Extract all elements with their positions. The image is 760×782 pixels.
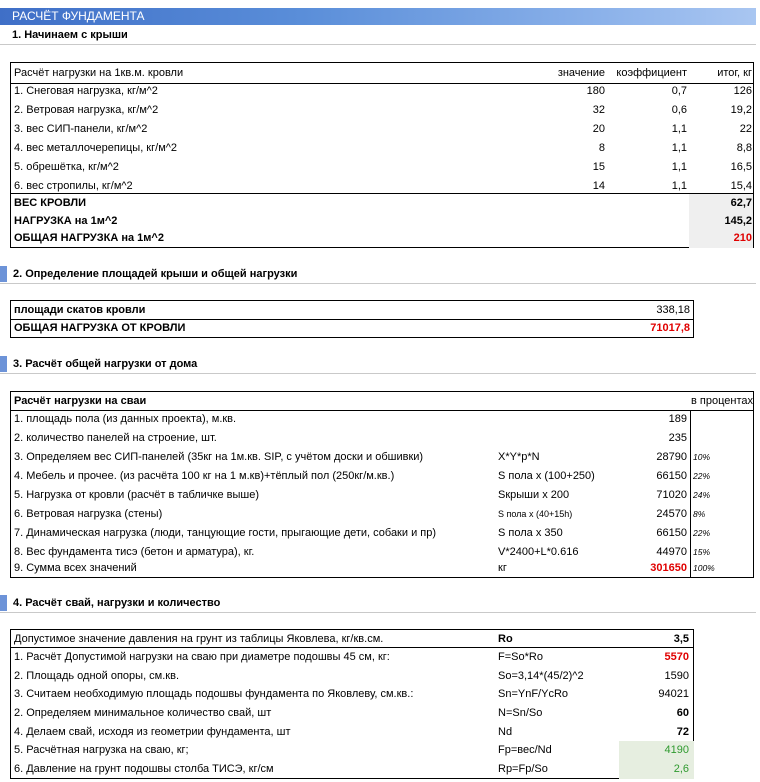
piles-table xyxy=(10,629,694,779)
table-row-total xyxy=(11,559,753,578)
row-label: 2. Ветровая нагрузка, кг/м^2 xyxy=(14,104,159,116)
row-value-highlight: 301650 xyxy=(650,562,687,574)
row-value-highlight: 5570 xyxy=(664,651,689,663)
row-label: 3. Считаем необходимую площадь подошвы фундамента по Яковлеву, см.кв.: xyxy=(14,688,414,700)
table-header-row xyxy=(11,392,753,411)
row-coef: 0,6 xyxy=(671,104,687,116)
row-value-result: 4190 xyxy=(664,744,689,756)
row-label: 1. Расчёт Допустимой нагрузки на сваю при диаметре подошвы 45 см, кг: xyxy=(14,651,390,663)
row-value: 72 xyxy=(676,726,689,738)
roof-load-table xyxy=(10,62,754,248)
row-percent: 8% xyxy=(693,509,706,519)
row-coef: 1,1 xyxy=(671,180,687,192)
section-heading-roof xyxy=(0,27,756,45)
row-label: 6. вес стропилы, кг/м^2 xyxy=(14,180,133,192)
row-label: Допустимое значение давления на грунт из таблицы Яковлева, кг/кв.см. xyxy=(14,633,384,645)
row-label: 1. площадь пола (из данных проекта), м.кв. xyxy=(14,413,237,425)
section-title: 4. Расчёт свай, нагрузки и количество xyxy=(13,597,221,609)
section-heading-house xyxy=(0,356,756,374)
row-label: 5. Расчётная нагрузка на сваю, кг; xyxy=(14,744,189,756)
section-title: 3. Расчёт общей нагрузки от дома xyxy=(13,358,198,370)
row-total: 16,5 xyxy=(730,161,752,173)
column-header-percent: в процентах xyxy=(671,392,753,411)
row-formula: V*2400+L*0.616 xyxy=(498,546,579,558)
table-row xyxy=(11,505,753,524)
row-label: 3. Определяем вес СИП-панелей (35кг на 1м.кв. SIP, с учётом доски и обшивки) xyxy=(14,451,424,463)
row-value: 94021 xyxy=(658,688,689,700)
row-value: 66150 xyxy=(656,470,687,482)
row-label: 4. Мебель и прочее. (из расчёта 100 кг на 1 м.кв)+тёплый пол (250кг/м.кв.) xyxy=(14,470,395,482)
summary-row xyxy=(11,194,753,213)
row-value: 71020 xyxy=(656,489,687,501)
row-percent: 24% xyxy=(693,490,711,500)
row-formula: S пола х 350 xyxy=(498,527,563,539)
row-value: 235 xyxy=(668,432,687,444)
row-formula: F=So*Ro xyxy=(498,651,543,663)
row-value: 24570 xyxy=(656,508,687,520)
page-title: РАСЧЁТ ФУНДАМЕНТА xyxy=(0,8,756,25)
row-label: 4. Делаем свай, исходя из геометрии фундамента, шт xyxy=(14,726,291,738)
row-total: 22 xyxy=(739,123,752,135)
column-header-value: значение xyxy=(557,67,605,79)
row-value: 8 xyxy=(598,142,605,154)
row-percent: 10% xyxy=(693,452,711,462)
house-load-table xyxy=(10,391,754,578)
table-row xyxy=(11,741,693,760)
column-header-total: итог, кг xyxy=(717,67,752,79)
section-heading-area xyxy=(0,266,756,284)
row-percent: 22% xyxy=(693,471,711,481)
row-label: 5. Нагрузка от кровли (расчёт в табличке выше) xyxy=(14,489,260,501)
row-formula: N=Sn/So xyxy=(498,707,543,719)
row-label: 1. Снеговая нагрузка, кг/м^2 xyxy=(14,85,158,97)
row-formula: S пола х (100+250) xyxy=(498,470,595,482)
table-row xyxy=(11,429,753,448)
row-formula: Fp=вес/Nd xyxy=(498,744,552,756)
table-row xyxy=(11,158,753,177)
row-coef: 1,1 xyxy=(671,123,687,135)
row-label: 4. вес металлочерепицы, кг/м^2 xyxy=(14,142,178,154)
table-row xyxy=(11,448,753,467)
summary-label: НАГРУЗКА на 1м^2 xyxy=(14,215,118,227)
row-total: 19,2 xyxy=(730,104,752,116)
row-formula: Sn=YnF/YcRo xyxy=(498,688,569,700)
row-value: 60 xyxy=(676,707,689,719)
row-formula: Rp=Fp/So xyxy=(498,763,548,775)
summary-total: 62,7 xyxy=(730,197,752,209)
table-header-row xyxy=(11,64,753,83)
row-formula: So=3,14*(45/2)^2 xyxy=(498,670,584,682)
summary-row xyxy=(11,229,753,248)
row-percent: 100% xyxy=(693,563,715,573)
row-value: 14 xyxy=(592,180,605,192)
table-row xyxy=(11,648,693,667)
row-label: 6. Ветровая нагрузка (стены) xyxy=(14,508,163,520)
row-label: 9. Сумма всех значений xyxy=(14,562,137,574)
row-value: 44970 xyxy=(656,546,687,558)
row-formula: кг xyxy=(498,562,507,574)
row-coef: 1,1 xyxy=(671,161,687,173)
summary-total-highlight: 210 xyxy=(733,232,752,244)
row-value: 1590 xyxy=(664,670,689,682)
row-value: 28790 xyxy=(656,451,687,463)
row-percent xyxy=(693,429,753,448)
column-header-label: Расчёт нагрузки на сваи xyxy=(14,395,147,407)
row-coef: 1,1 xyxy=(671,142,687,154)
row-formula xyxy=(498,410,618,429)
column-header-label: Расчёт нагрузки на 1кв.м. кровли xyxy=(14,67,184,79)
row-value: 180 xyxy=(586,85,605,97)
table-row xyxy=(11,760,693,779)
row-total: 126 xyxy=(733,85,752,97)
table-row xyxy=(11,723,693,742)
row-formula: X*Y*p*N xyxy=(498,451,540,463)
row-value: 66150 xyxy=(656,527,687,539)
table-row xyxy=(11,486,753,505)
table-row xyxy=(11,685,693,704)
row-label: 8. Вес фундамента тисэ (бетон и арматура), кг. xyxy=(14,546,255,558)
row-formula: Nd xyxy=(498,726,513,738)
table-row xyxy=(11,319,693,338)
column-header-coef: коэффициент xyxy=(616,67,687,79)
table-row xyxy=(11,524,753,543)
summary-label: ВЕС КРОВЛИ xyxy=(14,197,87,209)
row-label: 5. обрешётка, кг/м^2 xyxy=(14,161,119,173)
section-title: 2. Определение площадей крыши и общей нагрузки xyxy=(13,268,298,280)
row-value: 20 xyxy=(592,123,605,135)
row-value-highlight: 71017,8 xyxy=(650,322,690,334)
row-label: ОБЩАЯ НАГРУЗКА ОТ КРОВЛИ xyxy=(14,322,186,334)
table-row xyxy=(11,410,753,429)
table-row xyxy=(11,467,753,486)
row-value: 15 xyxy=(592,161,605,173)
row-value-result: 2,6 xyxy=(673,763,689,775)
table-row xyxy=(11,139,753,158)
row-formula: Sкрыши х 200 xyxy=(498,489,570,501)
row-label: 2. Определяем минимальное количество свай, шт xyxy=(14,707,272,719)
summary-total: 145,2 xyxy=(724,215,752,227)
roof-area-table xyxy=(10,300,694,338)
row-percent: 15% xyxy=(693,547,711,557)
summary-label: ОБЩАЯ НАГРУЗКА на 1м^2 xyxy=(14,232,164,244)
table-row xyxy=(11,301,693,320)
row-formula xyxy=(498,429,618,448)
table-row xyxy=(11,120,753,139)
row-formula: S пола х (40+15h) xyxy=(498,509,573,519)
row-value: 32 xyxy=(592,104,605,116)
section-heading-piles xyxy=(0,595,756,613)
table-row xyxy=(11,82,753,101)
row-percent: 22% xyxy=(693,528,711,538)
row-label: площади скатов кровли xyxy=(14,304,146,316)
row-percent xyxy=(693,410,753,429)
row-value: 189 xyxy=(668,413,687,425)
row-coef: 0,7 xyxy=(671,85,687,97)
table-row xyxy=(11,704,693,723)
row-total: 15,4 xyxy=(730,180,752,192)
section-title: 1. Начинаем с крыши xyxy=(12,29,128,41)
row-label: 2. количество панелей на строение, шт. xyxy=(14,432,217,444)
table-row xyxy=(11,667,693,686)
row-label: 3. вес СИП-панели, кг/м^2 xyxy=(14,123,148,135)
row-label: 2. Площадь одной опоры, см.кв. xyxy=(14,670,180,682)
row-label: 7. Динамическая нагрузка (люди, танцующие гости, прыгающие дети, собаки и пр) xyxy=(14,527,437,539)
row-formula: Ro xyxy=(498,633,513,645)
row-value: 338,18 xyxy=(656,304,690,316)
row-total: 8,8 xyxy=(736,142,752,154)
row-label: 6. Давление на грунт подошвы столба ТИСЭ, кг/см xyxy=(14,763,274,775)
table-row xyxy=(11,101,753,120)
row-value: 3,5 xyxy=(673,633,689,645)
